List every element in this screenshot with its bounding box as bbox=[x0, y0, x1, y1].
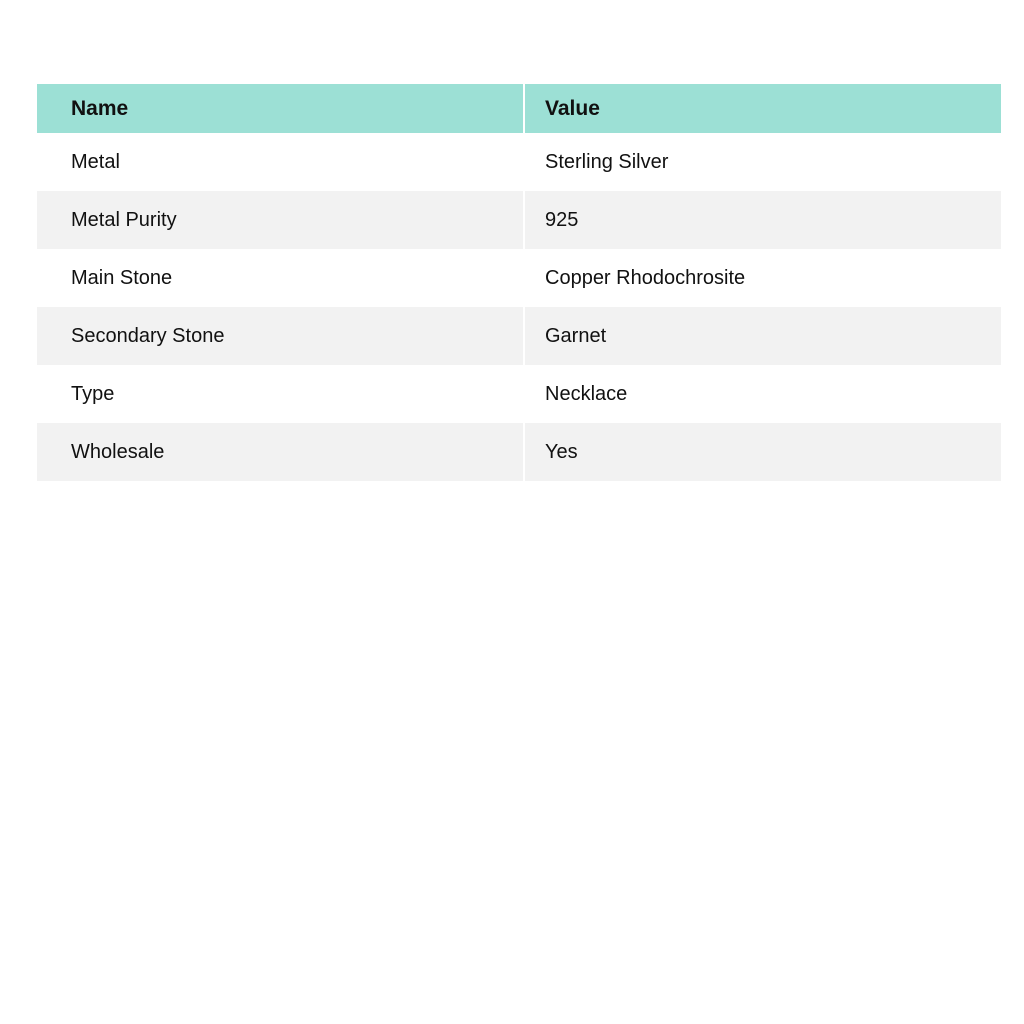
table-row-value: Yes bbox=[525, 423, 1001, 481]
table-row-name: Wholesale bbox=[37, 423, 523, 481]
table-row-value: Necklace bbox=[525, 365, 1001, 423]
column-header-name: Name bbox=[37, 84, 523, 133]
table-row-value: 925 bbox=[525, 191, 1001, 249]
table-row-name: Type bbox=[37, 365, 523, 423]
table-row-value: Sterling Silver bbox=[525, 133, 1001, 191]
column-header-value: Value bbox=[525, 84, 1001, 133]
table-row-name: Main Stone bbox=[37, 249, 523, 307]
table-row-value: Garnet bbox=[525, 307, 1001, 365]
table-row-value: Copper Rhodochrosite bbox=[525, 249, 1001, 307]
table-row-name: Secondary Stone bbox=[37, 307, 523, 365]
table-row-name: Metal Purity bbox=[37, 191, 523, 249]
table-row-name: Metal bbox=[37, 133, 523, 191]
product-spec-table bbox=[37, 84, 1001, 481]
